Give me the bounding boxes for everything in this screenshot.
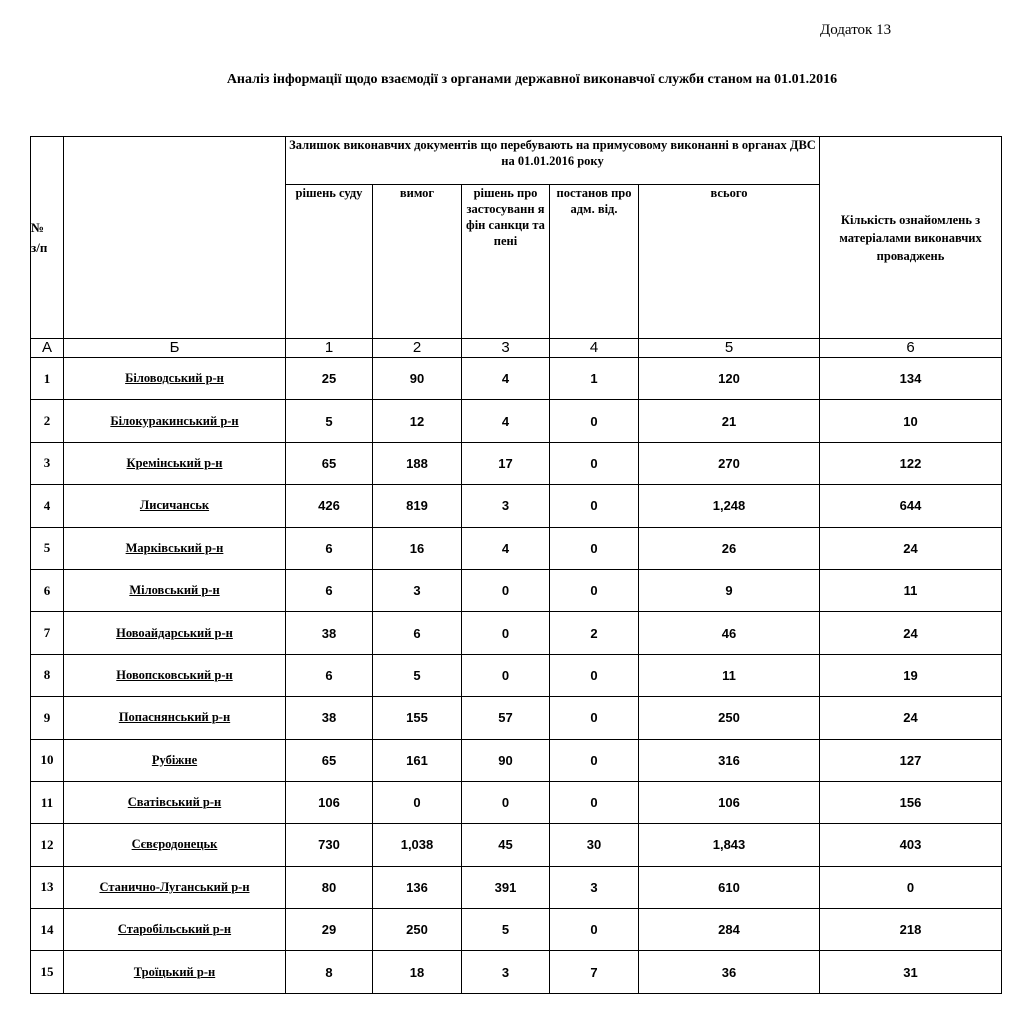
district-name: Марківський р-н: [64, 527, 286, 569]
table-row: [31, 739, 1002, 781]
total-value: 26: [639, 527, 820, 569]
sanctions-value: 0: [462, 654, 550, 696]
table-row: [31, 824, 1002, 866]
row-number: 6: [31, 569, 64, 611]
demands-value: 6: [373, 612, 462, 654]
row-number: 2: [31, 400, 64, 442]
admin-resolutions-value: 1: [550, 358, 639, 400]
header-number-sign: №: [31, 219, 45, 235]
admin-resolutions-value: 0: [550, 527, 639, 569]
table-row: [31, 951, 1002, 993]
acquaintances-value: 24: [820, 527, 1002, 569]
court-decisions-value: 426: [286, 485, 373, 527]
index-cell: 6: [820, 339, 1002, 358]
demands-value: 3: [373, 569, 462, 611]
admin-resolutions-value: 0: [550, 781, 639, 823]
district-name: Новоайдарський р-н: [64, 612, 286, 654]
sanctions-value: 57: [462, 697, 550, 739]
sanctions-value: 17: [462, 442, 550, 484]
total-value: 46: [639, 612, 820, 654]
row-number: 12: [31, 824, 64, 866]
total-value: 106: [639, 781, 820, 823]
admin-resolutions-value: 0: [550, 400, 639, 442]
court-decisions-value: 65: [286, 739, 373, 781]
row-number: 1: [31, 358, 64, 400]
district-name: Новопсковський р-н: [64, 654, 286, 696]
admin-resolutions-value: 0: [550, 739, 639, 781]
header-number-abbr: з/п: [31, 239, 48, 255]
index-cell: 4: [550, 339, 639, 358]
demands-value: 0: [373, 781, 462, 823]
district-name: Рубіжне: [64, 739, 286, 781]
total-value: 316: [639, 739, 820, 781]
header-row-number: [31, 137, 64, 339]
acquaintances-value: 11: [820, 569, 1002, 611]
admin-resolutions-value: 0: [550, 909, 639, 951]
row-number: 9: [31, 697, 64, 739]
court-decisions-value: 730: [286, 824, 373, 866]
header-financial-sanctions: рішень про застосуванн я фін санкци та пені: [462, 185, 550, 339]
report-table: [30, 136, 1002, 994]
acquaintances-value: 122: [820, 442, 1002, 484]
admin-resolutions-value: 0: [550, 654, 639, 696]
appendix-label: Додаток 13: [820, 22, 892, 38]
table-row: [31, 781, 1002, 823]
index-cell: А: [31, 339, 64, 358]
district-name: Станично-Луганський р-н: [64, 866, 286, 908]
table-body: [31, 358, 1002, 994]
table-row: [31, 569, 1002, 611]
table-row: [31, 909, 1002, 951]
admin-resolutions-value: 0: [550, 697, 639, 739]
district-name: Лисичанськ: [64, 485, 286, 527]
sanctions-value: 4: [462, 358, 550, 400]
row-number: 7: [31, 612, 64, 654]
district-name: Старобільський р-н: [64, 909, 286, 951]
admin-resolutions-value: 30: [550, 824, 639, 866]
sanctions-value: 391: [462, 866, 550, 908]
row-number: 5: [31, 527, 64, 569]
court-decisions-value: 38: [286, 697, 373, 739]
admin-resolutions-value: 2: [550, 612, 639, 654]
table-row: [31, 654, 1002, 696]
index-cell: 3: [462, 339, 550, 358]
index-cell: Б: [64, 339, 286, 358]
acquaintances-value: 403: [820, 824, 1002, 866]
row-number: 4: [31, 485, 64, 527]
acquaintances-value: 644: [820, 485, 1002, 527]
row-number: 14: [31, 909, 64, 951]
sanctions-value: 4: [462, 527, 550, 569]
demands-value: 188: [373, 442, 462, 484]
header-demands: вимог: [373, 185, 462, 339]
district-name: Сєвєродонецьк: [64, 824, 286, 866]
acquaintances-value: 127: [820, 739, 1002, 781]
header-acquaintances-count: Кількість ознайомлень з матеріалами виконавчих проваджень: [820, 137, 1002, 339]
court-decisions-value: 38: [286, 612, 373, 654]
total-value: 21: [639, 400, 820, 442]
district-name: Білокуракинський р-н: [64, 400, 286, 442]
index-row: [31, 339, 1002, 358]
demands-value: 161: [373, 739, 462, 781]
header-group-remaining-documents: Залишок виконавчих документів що перебувають на примусовому виконанні в органах ДВС на 01.01.2016 року: [286, 137, 820, 185]
district-name: Попаснянський р-н: [64, 697, 286, 739]
court-decisions-value: 25: [286, 358, 373, 400]
total-value: 9: [639, 569, 820, 611]
sanctions-value: 0: [462, 781, 550, 823]
index-cell: 5: [639, 339, 820, 358]
court-decisions-value: 6: [286, 527, 373, 569]
table-row: [31, 400, 1002, 442]
header-name: [64, 137, 286, 339]
acquaintances-value: 31: [820, 951, 1002, 993]
acquaintances-value: 24: [820, 612, 1002, 654]
admin-resolutions-value: 0: [550, 442, 639, 484]
demands-value: 18: [373, 951, 462, 993]
total-value: 610: [639, 866, 820, 908]
acquaintances-value: 156: [820, 781, 1002, 823]
demands-value: 155: [373, 697, 462, 739]
demands-value: 1,038: [373, 824, 462, 866]
acquaintances-value: 10: [820, 400, 1002, 442]
header-admin-resolutions: постанов про адм. від.: [550, 185, 639, 339]
total-value: 11: [639, 654, 820, 696]
demands-value: 5: [373, 654, 462, 696]
header-court-decisions: рішень суду: [286, 185, 373, 339]
total-value: 36: [639, 951, 820, 993]
sanctions-value: 0: [462, 569, 550, 611]
demands-value: 819: [373, 485, 462, 527]
demands-value: 250: [373, 909, 462, 951]
row-number: 15: [31, 951, 64, 993]
table-row: [31, 442, 1002, 484]
row-number: 11: [31, 781, 64, 823]
total-value: 1,843: [639, 824, 820, 866]
acquaintances-value: 134: [820, 358, 1002, 400]
table-row: [31, 358, 1002, 400]
table-row: [31, 612, 1002, 654]
table-row: [31, 697, 1002, 739]
sanctions-value: 90: [462, 739, 550, 781]
table-row: [31, 527, 1002, 569]
court-decisions-value: 65: [286, 442, 373, 484]
total-value: 284: [639, 909, 820, 951]
row-number: 10: [31, 739, 64, 781]
sanctions-value: 4: [462, 400, 550, 442]
total-value: 250: [639, 697, 820, 739]
header-total: всього: [639, 185, 820, 339]
demands-value: 90: [373, 358, 462, 400]
total-value: 120: [639, 358, 820, 400]
row-number: 3: [31, 442, 64, 484]
acquaintances-value: 0: [820, 866, 1002, 908]
district-name: Міловський р-н: [64, 569, 286, 611]
admin-resolutions-value: 0: [550, 569, 639, 611]
court-decisions-value: 5: [286, 400, 373, 442]
sanctions-value: 3: [462, 485, 550, 527]
acquaintances-value: 19: [820, 654, 1002, 696]
district-name: Троїцький р-н: [64, 951, 286, 993]
court-decisions-value: 29: [286, 909, 373, 951]
acquaintances-value: 218: [820, 909, 1002, 951]
court-decisions-value: 6: [286, 654, 373, 696]
district-name: Біловодський р-н: [64, 358, 286, 400]
demands-value: 12: [373, 400, 462, 442]
index-cell: 2: [373, 339, 462, 358]
admin-resolutions-value: 0: [550, 485, 639, 527]
document-title: Аналіз інформації щодо взаємодії з органами державної виконавчої служби станом на 01.01.2016: [226, 72, 838, 87]
admin-resolutions-value: 3: [550, 866, 639, 908]
admin-resolutions-value: 7: [550, 951, 639, 993]
sanctions-value: 3: [462, 951, 550, 993]
index-cell: 1: [286, 339, 373, 358]
table-row: [31, 866, 1002, 908]
district-name: Сватівський р-н: [64, 781, 286, 823]
court-decisions-value: 8: [286, 951, 373, 993]
demands-value: 16: [373, 527, 462, 569]
court-decisions-value: 80: [286, 866, 373, 908]
sanctions-value: 0: [462, 612, 550, 654]
acquaintances-value: 24: [820, 697, 1002, 739]
court-decisions-value: 106: [286, 781, 373, 823]
demands-value: 136: [373, 866, 462, 908]
total-value: 1,248: [639, 485, 820, 527]
district-name: Кремінський р-н: [64, 442, 286, 484]
court-decisions-value: 6: [286, 569, 373, 611]
row-number: 8: [31, 654, 64, 696]
row-number: 13: [31, 866, 64, 908]
table-row: [31, 485, 1002, 527]
sanctions-value: 5: [462, 909, 550, 951]
sanctions-value: 45: [462, 824, 550, 866]
total-value: 270: [639, 442, 820, 484]
